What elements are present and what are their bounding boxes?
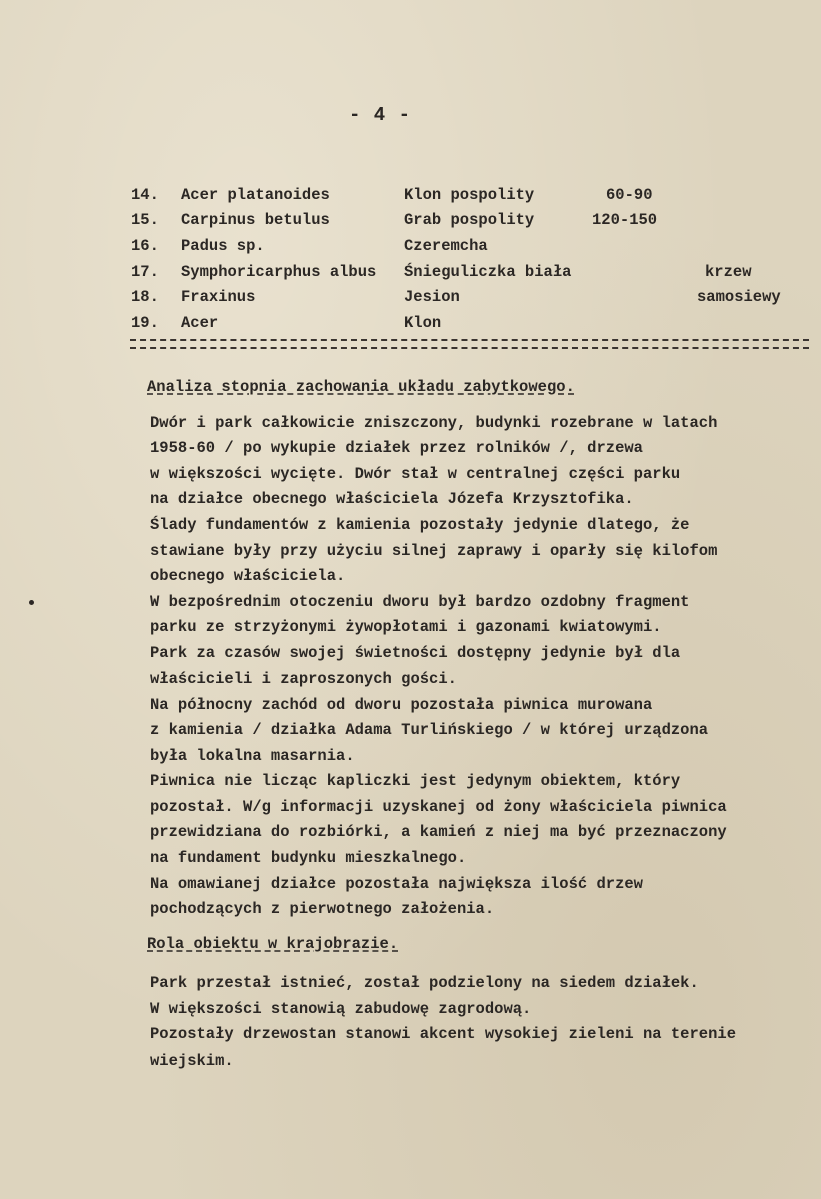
text-line: Ślady fundamentów z kamienia pozostały jedynie dlatego, że xyxy=(150,516,690,534)
section-heading-landscape: Rola obiektu w krajobrazie. xyxy=(147,935,399,953)
species-row-number: 17. xyxy=(131,263,159,281)
text-line: na fundament budynku mieszkalnego. xyxy=(150,849,467,867)
species-row-number: 16. xyxy=(131,237,159,255)
text-line: Pozostały drzewostan stanowi akcent wysokiej zieleni na terenie xyxy=(150,1025,736,1043)
text-line: właścicieli i zaproszonych gości. xyxy=(150,670,457,688)
species-row-number: 18. xyxy=(131,288,159,306)
table-divider xyxy=(130,339,809,349)
species-row-number: 15. xyxy=(131,211,159,229)
species-polish-name: Klon pospolity xyxy=(404,186,535,204)
species-polish-name: Śnieguliczka biała xyxy=(404,263,572,281)
species-latin-name: Acer xyxy=(181,314,219,332)
text-line: stawiane były przy użyciu silnej zaprawy i oparły się kilofom xyxy=(150,542,718,560)
species-latin-name: Padus sp. xyxy=(181,237,265,255)
margin-ink-dot xyxy=(29,600,34,605)
species-latin-name: Fraxinus xyxy=(181,288,256,306)
text-line: przewidziana do rozbiórki, a kamień z niej ma być przeznaczony xyxy=(150,823,727,841)
species-polish-name: Jesion xyxy=(404,288,460,306)
species-size: 120-150 xyxy=(592,211,658,229)
species-note: krzew xyxy=(705,263,752,281)
text-line: Na północny zachód od dworu pozostała piwnica murowana xyxy=(150,696,653,714)
page-number: - 4 - xyxy=(348,104,411,126)
species-latin-name: Acer platanoides xyxy=(181,186,330,204)
species-row-number: 14. xyxy=(131,186,159,204)
species-latin-name: Carpinus betulus xyxy=(181,211,330,229)
text-line: Dwór i park całkowicie zniszczony, budynki rozebrane w latach xyxy=(150,414,718,432)
text-line: pochodzących z pierwotnego założenia. xyxy=(150,900,495,918)
species-latin-name: Symphoricarphus albus xyxy=(181,263,377,281)
text-line: W większości stanowią zabudowę zagrodową. xyxy=(150,1000,532,1018)
text-line: w większości wycięte. Dwór stał w centralnej części parku xyxy=(150,465,681,483)
text-line: 1958-60 / po wykupie działek przez rolników /, drzewa xyxy=(150,439,643,457)
text-line: obecnego właściciela. xyxy=(150,567,346,585)
species-note: samosiewy xyxy=(697,288,781,306)
text-line: Park za czasów swojej świetności dostępny jedynie był dla xyxy=(150,644,681,662)
species-polish-name: Grab pospolity xyxy=(404,211,535,229)
text-line: pozostał. W/g informacji uzyskanej od żony właściciela piwnica xyxy=(150,798,727,816)
text-line: na działce obecnego właściciela Józefa Krzysztofika. xyxy=(150,490,634,508)
text-line: parku ze strzyżonymi żywopłotami i gazonami kwiatowymi. xyxy=(150,618,662,636)
species-polish-name: Czeremcha xyxy=(404,237,488,255)
text-line: Na omawianej działce pozostała największa ilość drzew xyxy=(150,875,643,893)
text-line: Park przestał istnieć, został podzielony na siedem działek. xyxy=(150,974,699,992)
species-size: 60-90 xyxy=(606,186,653,204)
species-polish-name: Klon xyxy=(404,314,442,332)
text-line: z kamienia / działka Adama Turlińskiego / w której urządzona xyxy=(150,721,709,739)
species-row-number: 19. xyxy=(131,314,159,332)
text-line: W bezpośrednim otoczeniu dworu był bardzo ozdobny fragment xyxy=(150,593,690,611)
section-heading-analysis: Analiza stopnia zachowania układu zabytkowego. xyxy=(147,378,575,396)
text-line: wiejskim. xyxy=(150,1052,234,1070)
text-line: Piwnica nie licząc kapliczki jest jedynym obiektem, który xyxy=(150,772,681,790)
text-line: była lokalna masarnia. xyxy=(150,747,355,765)
